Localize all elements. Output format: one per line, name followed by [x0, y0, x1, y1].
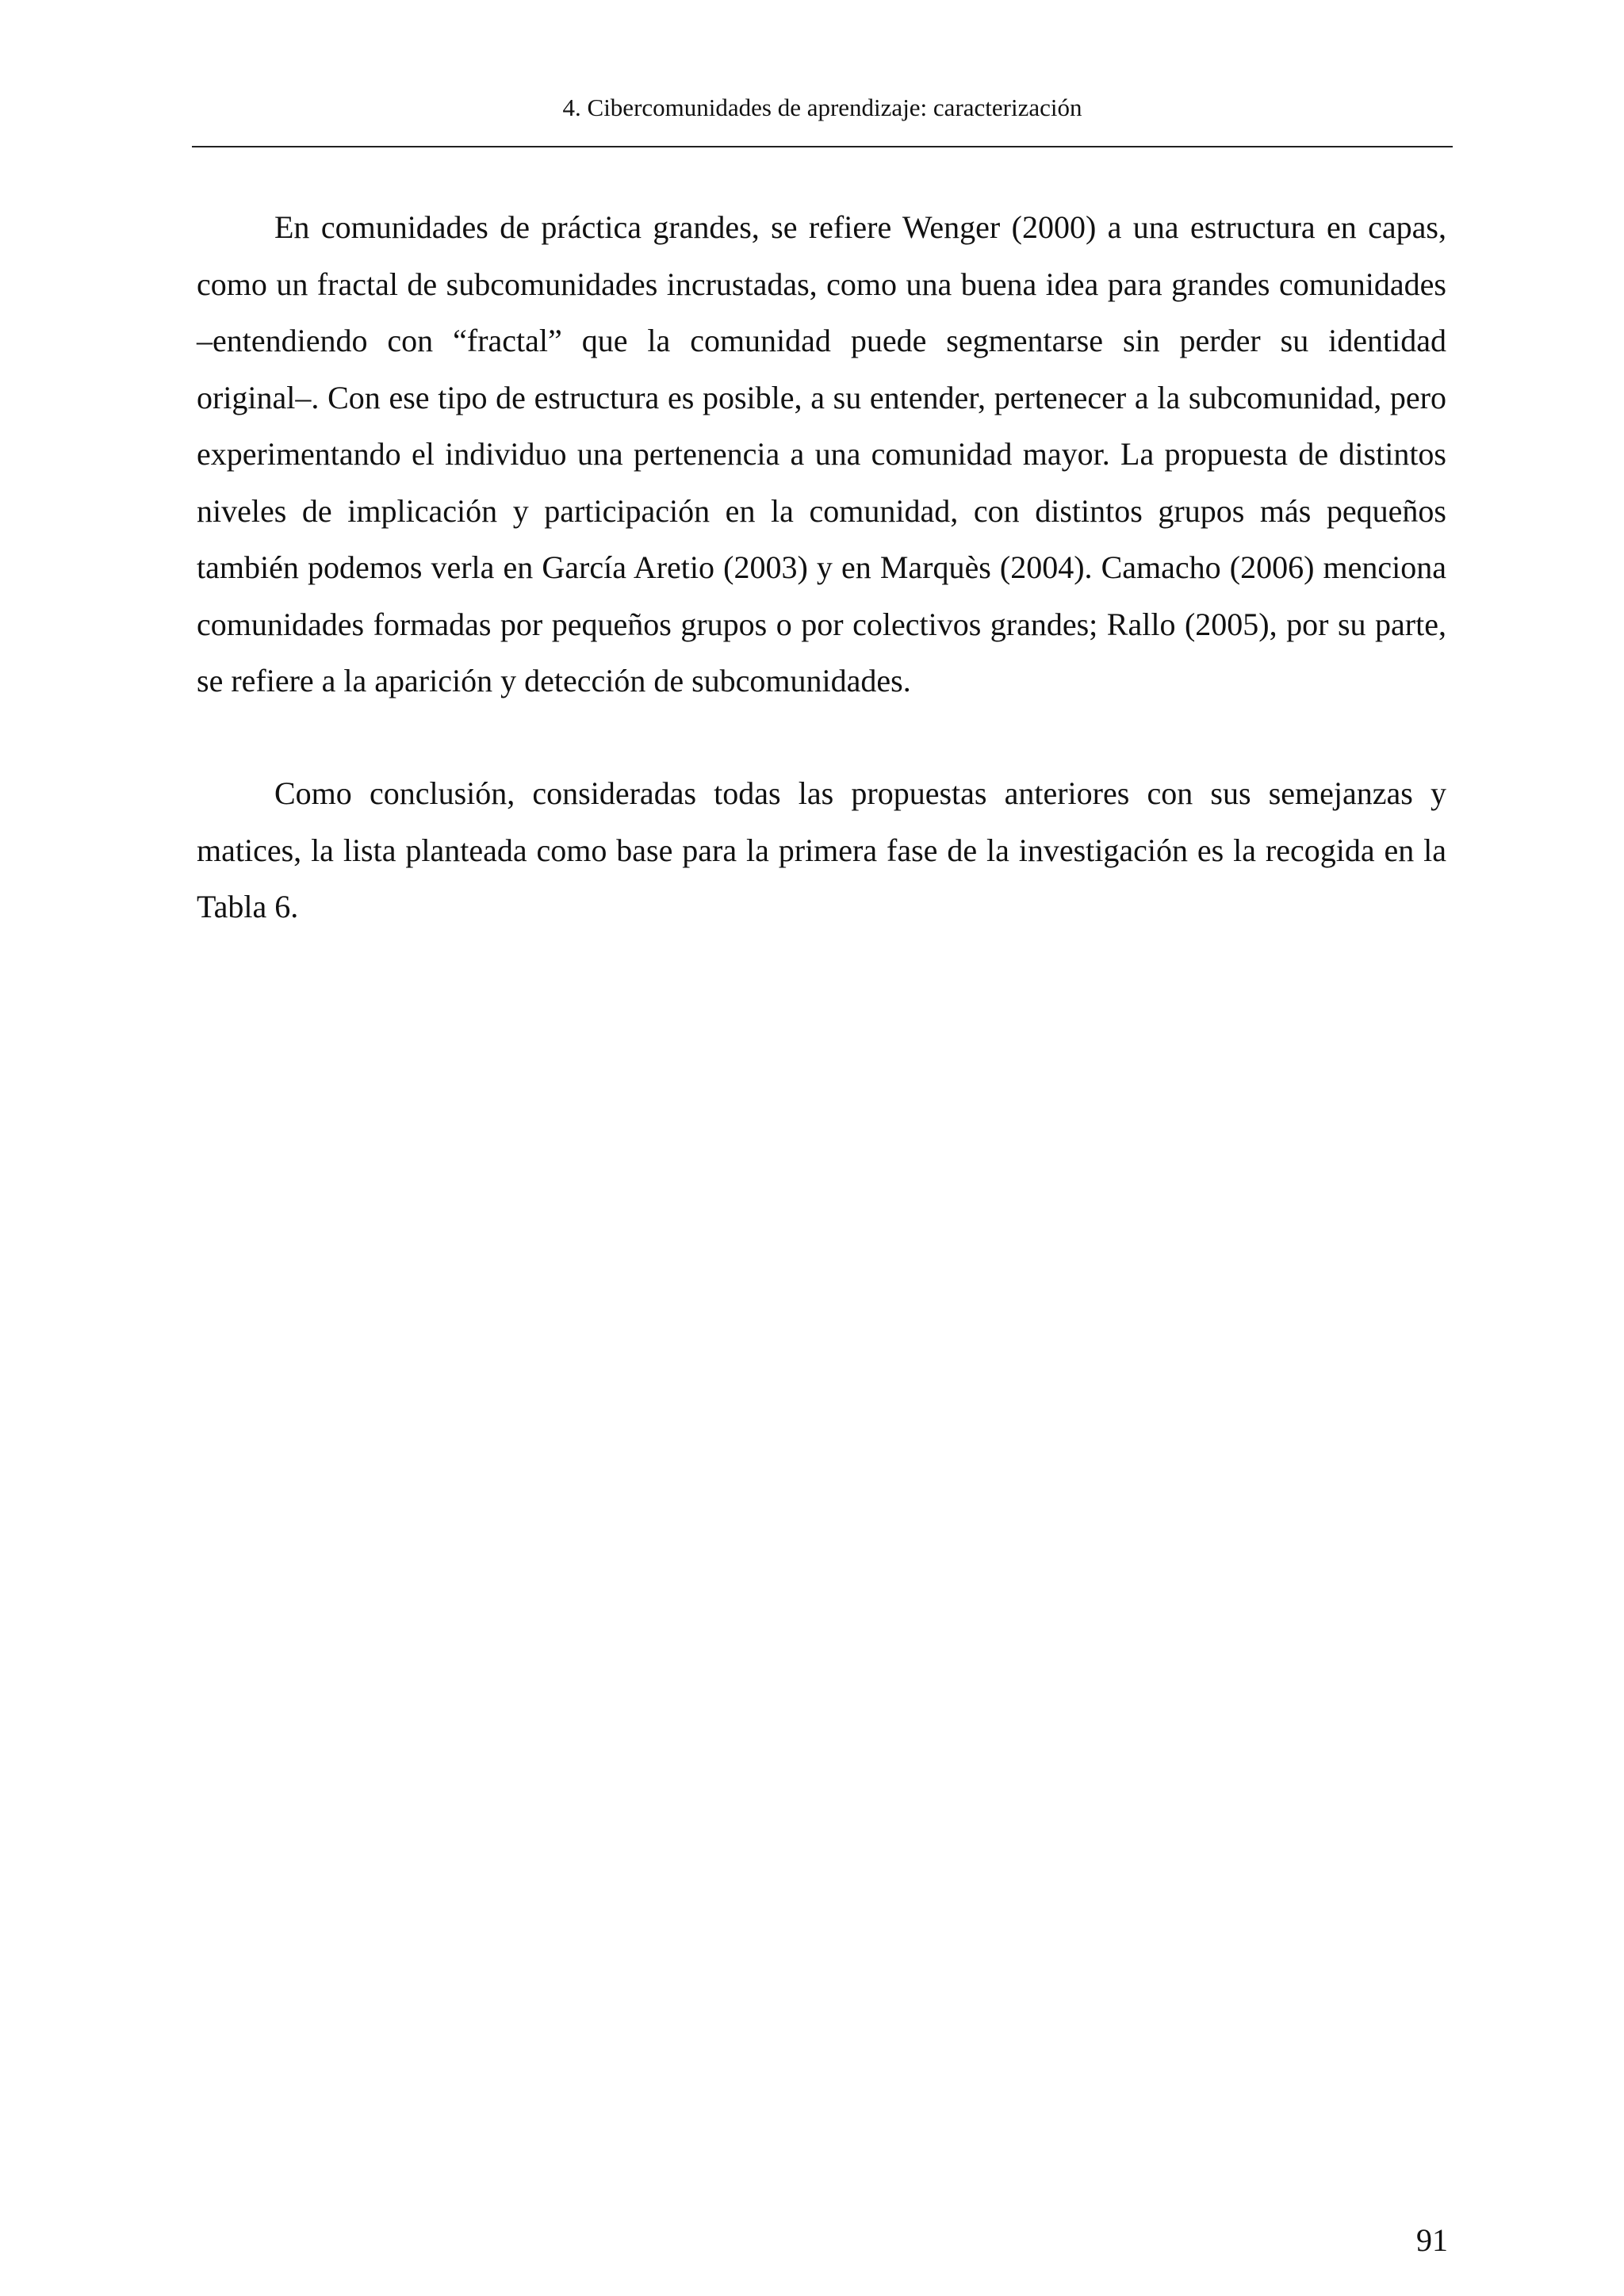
body-paragraph-2: Como conclusión, consideradas todas las propuestas anteriores con sus semejanzas y matices, la lista planteada como base para la primera fase de la investigación es la recogida en la Tabla 6. — [197, 775, 1446, 924]
body-paragraph-1: En comunidades de práctica grandes, se refiere Wenger (2000) a una estructura en capas, como un fractal de subcomunidades incrustadas, como una buena idea para grandes comunidades –entendiendo con “fractal” que la comunidad puede segmentarse sin perder su identidad original–. Con ese tipo de estructura es posible, a su entender, pertenecer a la subcomunidad, pero experimentando el individuo una pertenencia a una comunidad mayor. La propuesta de distintos niveles de implicación y participación en la comunidad, con distintos grupos más pequeños también podemos verla en García Aretio (2003) y en Marquès (2004). Camacho (2006) menciona comunidades formadas por pequeños grupos o por colectivos grandes; Rallo (2005), por su parte, se refiere a la aparición y detección de subcomunidades. — [197, 209, 1446, 698]
page-number: 91 — [1416, 2222, 1448, 2258]
header-rule — [192, 146, 1453, 147]
running-header: 4. Cibercomunidades de aprendizaje: caracterización — [562, 94, 1082, 121]
